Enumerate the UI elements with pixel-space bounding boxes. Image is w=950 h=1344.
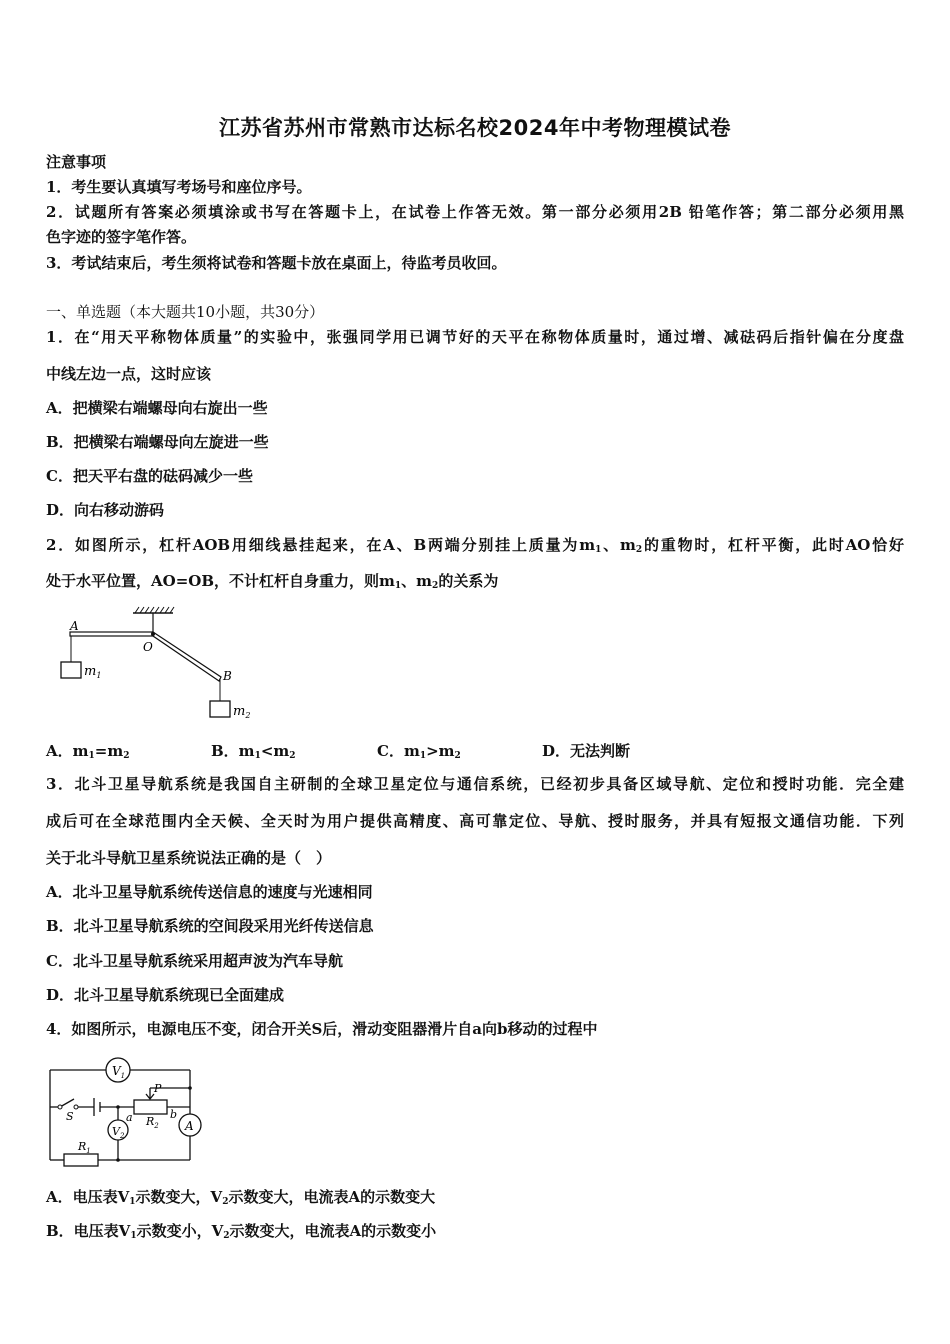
svg-text:S: S [66, 1110, 74, 1123]
notice-heading: 注意事项 [46, 153, 107, 171]
notice-item-2: 2．试题所有答案必须填涂或书写在答题卡上，在试卷上作答无效。第一部分必须用2B 铅笔作答；第二部分必须用黑 [46, 203, 904, 221]
section-heading: 一、单选题（本大题共10小题，共30分） [46, 303, 325, 321]
svg-text:R2: $R_2$ [146, 1115, 159, 1130]
q1-option-b: B．把横梁右端螺母向左旋进一些 [46, 433, 269, 451]
svg-text:A: A [185, 1119, 194, 1133]
svg-text:P: P [154, 1082, 162, 1095]
q3-option-a: A．北斗卫星导航系统传送信息的速度与光速相同 [46, 883, 373, 901]
q3-option-d: D．北斗卫星导航系统现已全面建成 [46, 986, 285, 1004]
circuit-diagram [42, 1052, 212, 1167]
q4-option-b: B．电压表$V_1$示数变小，$V_2$示数变大，电流表A的示数变小 [46, 1222, 437, 1241]
notice-item-3: 3．考试结束后，考生须将试卷和答题卡放在桌面上，待监考员收回。 [46, 254, 507, 272]
q3-option-c: C．北斗卫星导航系统采用超声波为汽车导航 [46, 952, 343, 970]
q3-option-b: B．北斗卫星导航系统的空间段采用光纤传送信息 [46, 917, 374, 935]
q3-stem-line3: 关于北斗导航卫星系统说法正确的是（ ） [46, 849, 332, 867]
lever-diagram [55, 605, 270, 725]
page-title: 江苏省苏州市常熟市达标名校2024年中考物理模试卷 [219, 116, 731, 140]
notice-item-2-cont: 色字迹的签字笔作答。 [46, 228, 197, 246]
q2-option-d: D．无法判断 [542, 742, 631, 760]
svg-text:m2: $m_2$ [233, 704, 251, 720]
svg-text:V1: $V_1$ [112, 1064, 126, 1080]
q2-option-b: B．$m_1<m_2$ [211, 742, 296, 761]
q1-option-d: D．向右移动游码 [46, 501, 165, 519]
label-o: O [143, 640, 153, 654]
q4-stem: 4．如图所示，电源电压不变，闭合开关S后，滑动变阻器滑片自a向b移动的过程中 [46, 1020, 598, 1038]
q3-stem-line2: 成后可在全球范围内全天候、全天时为用户提供高精度、高可靠定位、导航、授时服务，并具有短报文通信功能．下列 [46, 812, 904, 830]
q4-option-a: A．电压表$V_1$示数变大，$V_2$示数变大，电流表A的示数变大 [46, 1188, 436, 1207]
q2-stem-line1: 2．如图所示，杠杆AOB用细线悬挂起来，在A、B两端分别挂上质量为$m_1$、$m_2$的重物时，杠杆平衡，此时AO恰好 [46, 536, 904, 555]
q1-stem-line1: 1．在“用天平称物体质量”的实验中，张强同学用已调节好的天平在称物体质量时，通过增、减砝码后指针偏在分度盘 [46, 328, 904, 346]
svg-text:V2: $V_2$ [112, 1125, 125, 1140]
notice-item-1: 1．考生要认真填写考场号和座位序号。 [46, 178, 312, 196]
q2-option-a: A．$m_1=m_2$ [46, 742, 130, 761]
svg-text:R1: $R_1$ [78, 1140, 91, 1155]
q1-option-c: C．把天平右盘的砝码减少一些 [46, 467, 253, 485]
q2-option-c: C．$m_1>m_2$ [377, 742, 461, 761]
q1-stem-line2: 中线左边一点，这时应该 [46, 365, 212, 383]
label-a: A [70, 619, 79, 633]
q3-stem-line1: 3．北斗卫星导航系统是我国自主研制的全球卫星定位与通信系统，已经初步具备区域导航、定位和授时功能．完全建 [46, 775, 904, 793]
q1-option-a: A．把横梁右端螺母向右旋出一些 [46, 399, 268, 417]
svg-text:b: b [170, 1108, 178, 1121]
svg-text:a: a [126, 1111, 133, 1124]
label-b: B [223, 669, 232, 683]
svg-text:m1: $m_1$ [84, 664, 102, 680]
q2-stem-line2: 处于水平位置，AO=OB，不计杠杆自身重力，则$m_1$、$m_2$的关系为 [46, 572, 499, 591]
